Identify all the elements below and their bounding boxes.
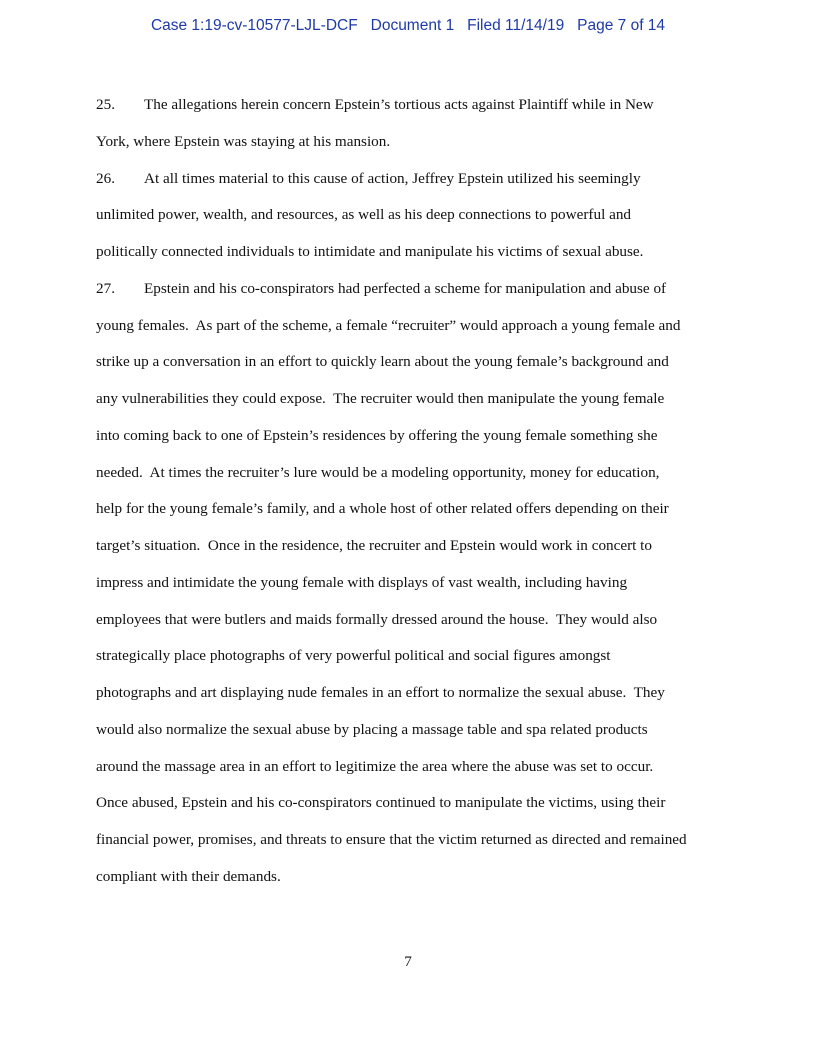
paragraph-number: 26. (96, 169, 115, 187)
paragraph-26-line-1 (96, 168, 736, 205)
paragraph-27-line-3: strike up a conversation in an effort to quickly learn about the young female’s background and (96, 353, 669, 371)
paragraph-27-line-6: needed. At times the recruiter’s lure would be a modeling opportunity, money for education, (96, 463, 660, 481)
paragraph-text: The allegations herein concern Epstein’s tortious acts against Plaintiff while in New (144, 96, 654, 113)
page-indicator: Page 7 of 14 (577, 17, 666, 34)
paragraph-27-line-7: help for the young female’s family, and a whole host of other related offers depending on their (96, 500, 669, 518)
paragraph-27-line-12: photographs and art displaying nude females in an effort to normalize the sexual abuse. They (96, 684, 665, 701)
paragraph-27-line-9: impress and intimidate the young female with displays of vast wealth, including having (96, 573, 628, 591)
paragraph-number: 27. (96, 279, 115, 297)
paragraph-text: Epstein and his co-conspirators had perfected a scheme for manipulation and abuse of (144, 279, 667, 297)
paragraph-27-line-17: compliant with their demands. (96, 867, 281, 885)
case-header (0, 17, 816, 35)
document-body (96, 94, 736, 903)
paragraph-27-line-15: Once abused, Epstein and his co-conspirators continued to manipulate the victims, using their (96, 794, 666, 812)
paragraph-number: 25. (96, 96, 115, 113)
page-number: 7 (404, 953, 412, 970)
paragraph-27-line-11: strategically place photographs of very powerful political and social figures amongst (96, 647, 611, 665)
paragraph-25-line-1 (96, 94, 736, 131)
filed-date: Filed 11/14/19 (467, 17, 565, 34)
paragraph-27-line-8: target’s situation. Once in the residence, the recruiter and Epstein would work in concert to (96, 537, 652, 554)
case-number: Case 1:19-cv-10577-LJL-DCF (150, 17, 358, 34)
paragraph-26-line-2: unlimited power, wealth, and resources, as well as his deep connections to powerful and (96, 206, 632, 224)
paragraph-27-line-14: around the massage area in an effort to legitimize the area where the abuse was set to occur. (96, 757, 654, 775)
paragraph-27-line-10: employees that were butlers and maids formally dressed around the house. They would also (96, 610, 658, 628)
paragraph-27-line-13: would also normalize the sexual abuse by placing a massage table and spa related products (96, 720, 648, 738)
paragraph-text: At all times material to this cause of action, Jeffrey Epstein utilized his seemingly (144, 169, 641, 187)
paragraph-26-line-3: politically connected individuals to intimidate and manipulate his victims of sexual abuse. (96, 243, 644, 260)
paragraph-27-line-4: any vulnerabilities they could expose. The recruiter would then manipulate the young female (96, 390, 665, 407)
paragraph-27-line-2: young females. As part of the scheme, a female “recruiter” would approach a young female and (96, 316, 681, 334)
paragraph-27-line-1 (96, 278, 736, 315)
paragraph-27-line-16: financial power, promises, and threats to ensure that the victim returned as directed and remained (96, 831, 687, 848)
paragraph-25-line-2: York, where Epstein was staying at his mansion. (96, 132, 391, 150)
document-number: Document 1 (370, 17, 455, 34)
paragraph-27-line-5: into coming back to one of Epstein’s residences by offering the young female something she (96, 426, 658, 444)
